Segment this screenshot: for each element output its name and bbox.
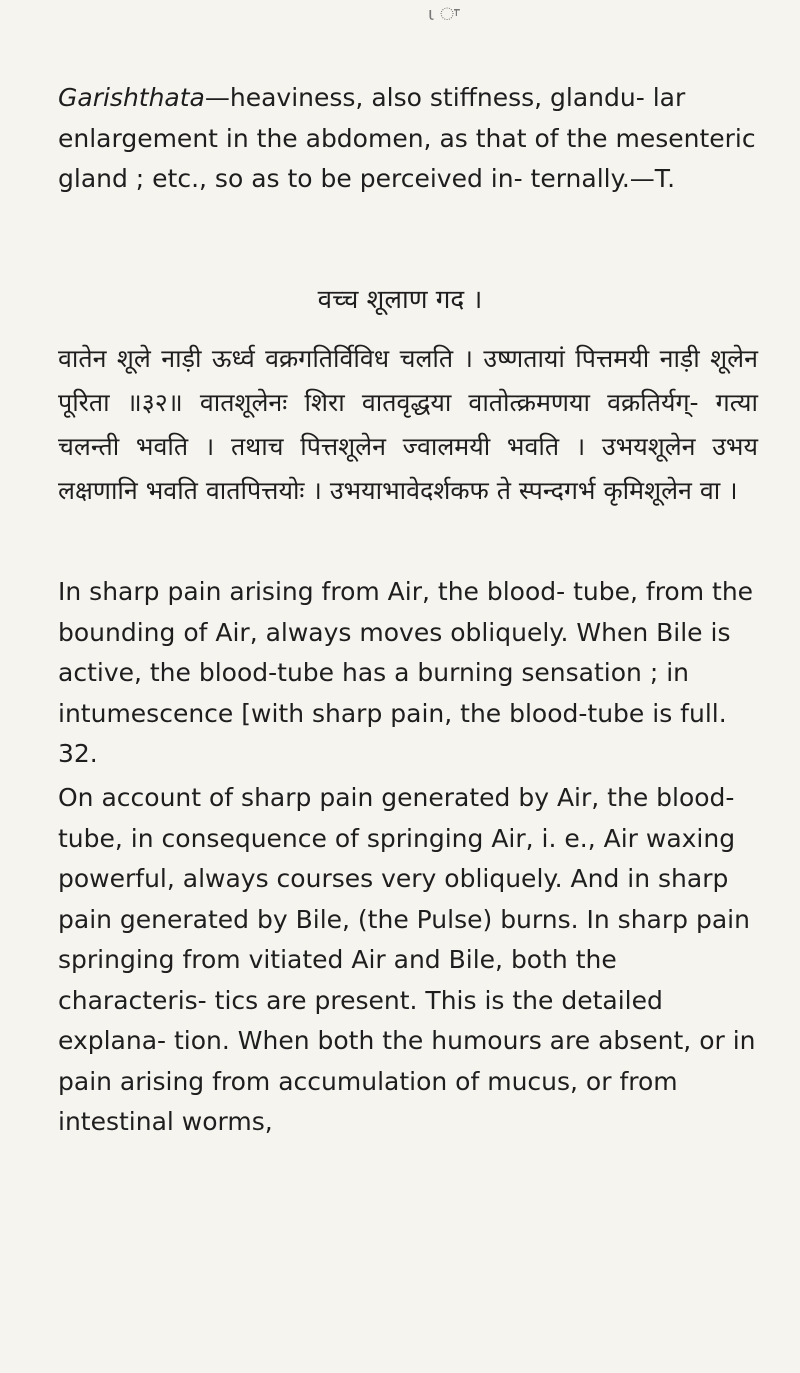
commentary-paragraph: On account of sharp pain generated by Air, the blood-tube, in consequence of springing Air, i. e., Air waxing powerful, always courses very obliquely. And in sharp pain generated by Bile, (the Pulse) burns. In sharp pain springing from vitiated Air and Bile, both the characteris- tics are present. This is the detailed explana- tion. When both the humours are absent, or in pain arising from accumulation of mucus, or from intestinal worms,: [58, 783, 756, 1136]
intro-paragraph: [58, 78, 758, 200]
translation-verse: In sharp pain arising from Air, the blood- tube, from the bounding of Air, always moves obliquely. When Bile is active, the blood-tube has a burning sensation ; in intumescence [with sharp pain, the blood-tube is full. 32.: [58, 577, 754, 768]
sanskrit-heading: वच्च शूलाण गद ।: [317, 285, 483, 315]
sanskrit-verse: वातेन शूले नाड़ी ऊर्ध्व वक्रगतिर्विविध चलति । उष्णतायां पित्तमयी नाड़ी शूलेन पूरिता ॥३२॥ वातशूलेनः शिरा वातवृद्धया वातोत्क्रमणया वक्रतिर्यग्- गत्या चलन्ती भवति । तथाच पित्तशूलेन ज्वालमयी भवति । उभयशूलेन उभय लक्षणानि भवति वातपित्तयोः । उभयाभावेदर्शकफ ते स्पन्दगर्भ कृमिशूलेन वा ।: [58, 344, 758, 505]
page-mark: ι ਾ: [428, 4, 460, 25]
intro-definition: —heaviness, also stiffness, glandu- lar enlargement in the abdomen, as that of the mesenteric gland ; etc., so as to be perceived in- ternally.—T.: [58, 83, 756, 193]
intro-term: Garishthata: [58, 83, 205, 112]
